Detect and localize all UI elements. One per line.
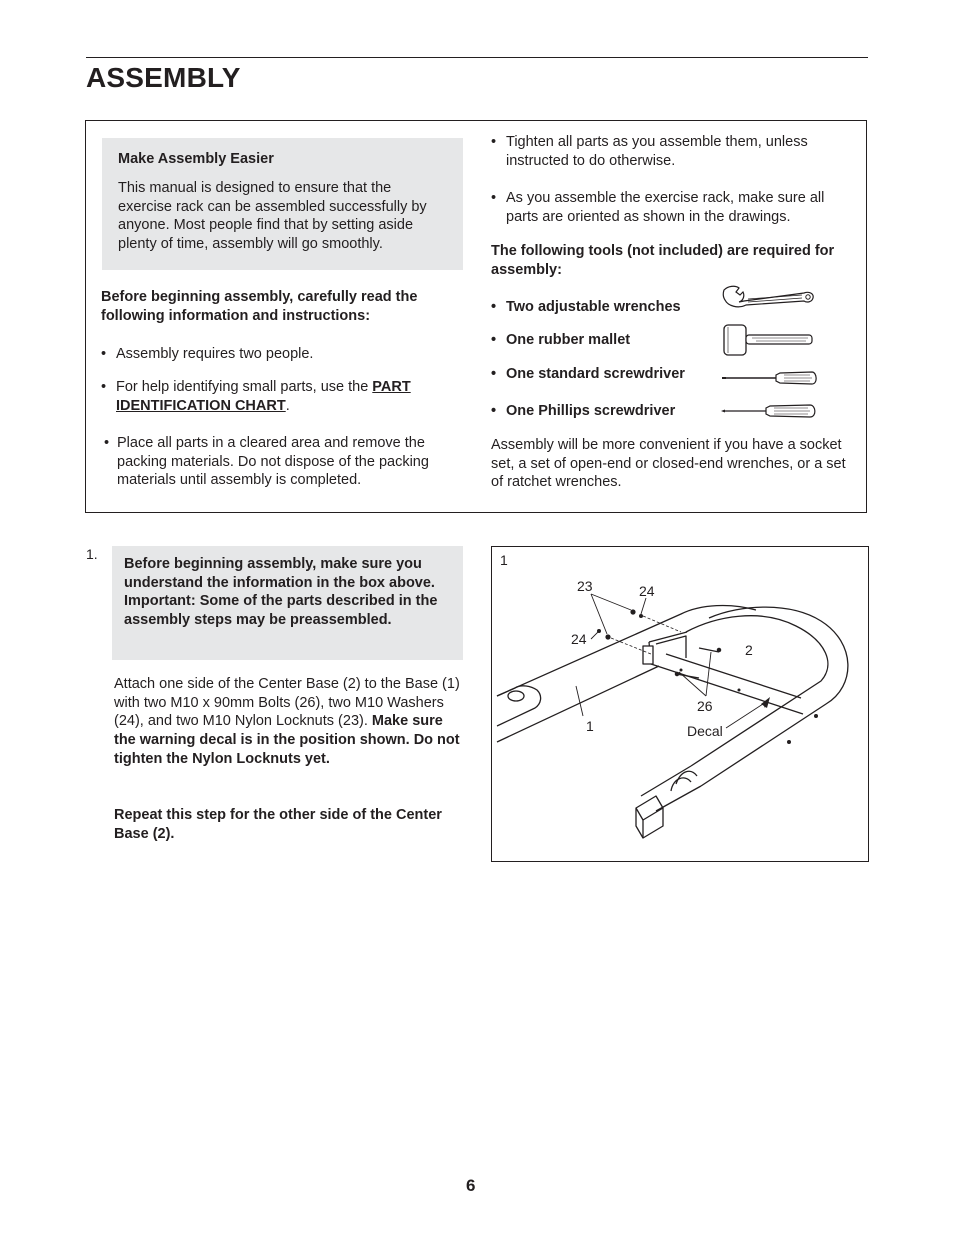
callout-center-base: 2	[745, 642, 753, 658]
callout-decal: Decal	[687, 723, 723, 739]
callout-washer-top: 24	[639, 583, 655, 599]
base-assembly-diagram	[491, 546, 869, 862]
before-assembly-intro: Before beginning assembly, carefully read the following information and instructions:	[101, 289, 418, 324]
bullet-orientation: • As you assemble the exercise rack, make sure all parts are oriented as shown in the drawings.	[491, 190, 825, 225]
tool-item-wrenches: • Two adjustable wrenches	[491, 299, 681, 315]
figure-number: 1	[500, 552, 508, 568]
adjustable-wrench-icon	[722, 284, 816, 310]
easier-heading: Make Assembly Easier	[118, 151, 274, 167]
step-instruction: Attach one side of the Center Base (2) to the Base (1) with two M10 x 90mm Bolts (26), two M10 Washers (24), and two M10 Nylon Locknuts (23). Make sure the warning decal is in the position shown. Do not tighten the Nylon Locknuts yet.	[114, 676, 460, 767]
tool-item-phillips-screwdriver: • One Phillips screwdriver	[491, 403, 676, 419]
rubber-mallet-icon	[722, 323, 816, 357]
callout-locknut: 23	[577, 578, 593, 594]
bullet-part-chart: • For help identifying small parts, use the PART IDENTIFICATION CHART.	[101, 379, 411, 414]
callout-washer-left: 24	[571, 631, 587, 647]
page-title: ASSEMBLY	[86, 62, 241, 93]
phillips-screwdriver-icon	[720, 402, 820, 420]
page-number: 6	[466, 1176, 476, 1195]
tool-item-mallet: • One rubber mallet	[491, 332, 631, 348]
step-warning-box	[112, 546, 463, 660]
make-assembly-easier-box	[102, 138, 463, 270]
tools-heading: The following tools (not included) are required for assembly:	[491, 243, 835, 278]
tool-item-standard-screwdriver: • One standard screwdriver	[491, 366, 685, 382]
bullet-two-people: • Assembly requires two people.	[101, 346, 314, 362]
bullet-tighten: • Tighten all parts as you assemble them, unless instructed to do otherwise.	[491, 134, 808, 169]
header-rule	[86, 57, 868, 58]
step-number: 1.	[86, 546, 98, 562]
standard-screwdriver-icon	[720, 369, 820, 387]
step-repeat: Repeat this step for the other side of the Center Base (2).	[114, 807, 442, 842]
easier-body: This manual is designed to ensure that the exercise rack can be assembled successfully by anyone. Most people find that by setting aside plenty of time, assembly will go smoothly.	[118, 180, 427, 253]
part-identification-chart-link[interactable]: PART IDENTIFICATION CHART	[116, 379, 411, 414]
convenience-note: Assembly will be more convenient if you have a socket set, a set of open-end or closed-end wrenches, or a set of ratchet wrenches.	[491, 437, 846, 491]
step-warning-text: Before beginning assembly, make sure you understand the information in the box above. Important: Some of the parts described in the assembly steps may be preassembled.	[124, 556, 438, 629]
callout-bolt: 26	[697, 698, 713, 714]
callout-base: 1	[586, 718, 594, 734]
bullet-cleared-area: • Place all parts in a cleared area and remove the packing materials. Do not dispose of the packing materials until assembly is completed.	[104, 435, 429, 489]
